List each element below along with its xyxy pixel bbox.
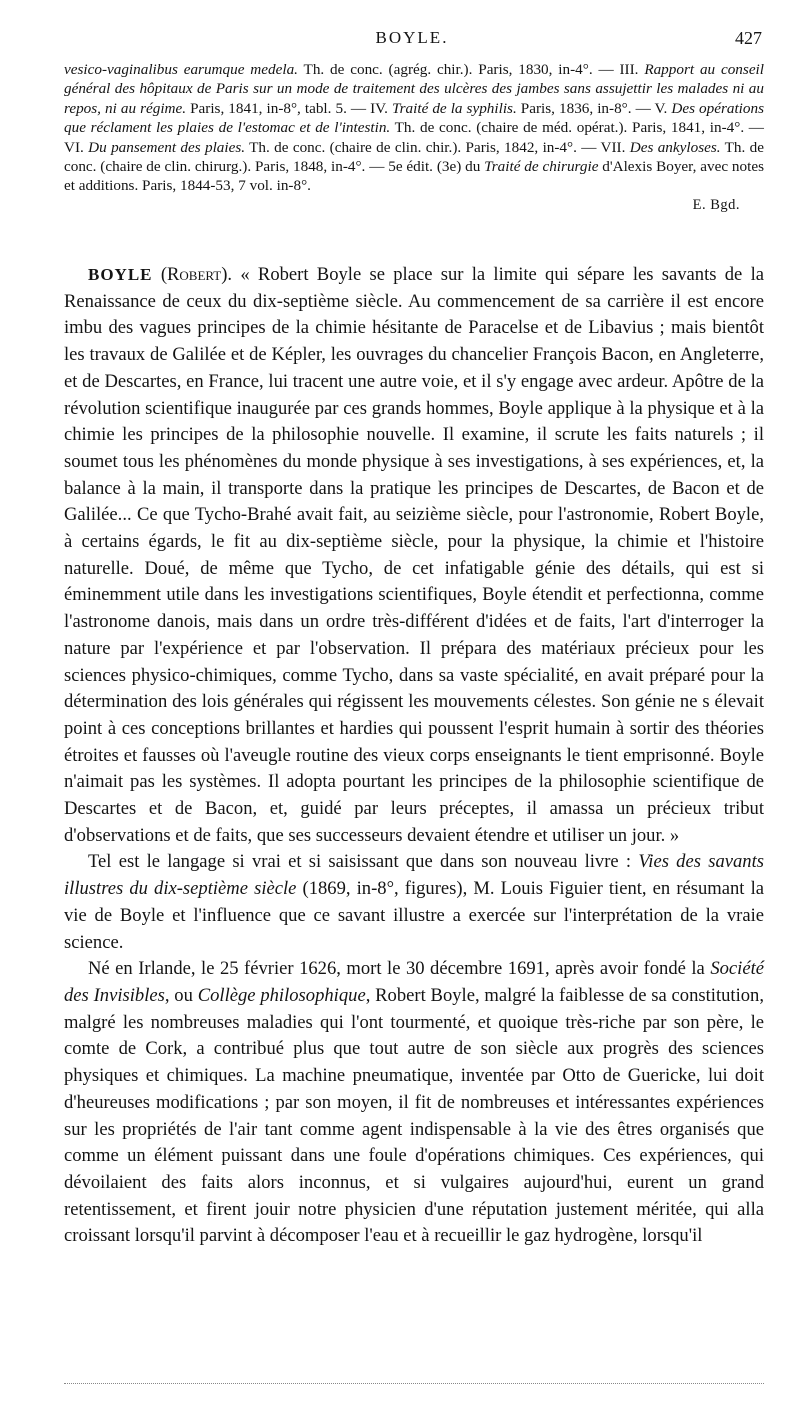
bibliography-segment: Des opérations que réclament les plaies de l'estomac et de l'intestin.: [64, 99, 764, 137]
bibliography-segment: d'Alexis Boyer, avec notes et additions. Paris, 1844-53, 7 vol. in-8°.: [64, 158, 764, 195]
bibliography-segment: Paris, 1836, in-8°. — V.: [516, 99, 672, 117]
article-paragraph-3: [64, 956, 764, 1250]
bibliography-segment: Th. de conc. (agrég. chir.). Paris, 1830, in-4°. — III.: [297, 61, 645, 78]
running-head: [62, 28, 762, 52]
bibliography-segment: Des ankyloses.: [629, 138, 721, 156]
author-signature: E. Bgd.: [692, 196, 740, 213]
bibliography-segment: Du pansement des plaies.: [88, 138, 246, 156]
bibliography-segment: Th. de conc. (chaire de méd. opérat.). Paris, 1841, in-4°. — VI.: [64, 119, 764, 156]
article-segment: Né en Irlande, le 25 février 1626, mort le 30 décembre 1691, après avoir fondé la: [88, 958, 711, 980]
page-number: 427: [735, 28, 762, 48]
bibliography-segment: vesico-vaginalibus earumque medela.: [64, 61, 298, 78]
article-segment: , Robert Boyle, malgré la faiblesse de sa constitution, malgré les nombreuses maladies qui l'ont tourmenté, et quoique très-riche par son père, le comte de Cork, a contribué plus que tout autre de son siècle aux progrès des sciences physiques et chimiques. La machine pneumatique, inventée par Otto de Guericke, lui doit d'heureuses modifications ; par son moyen, il fit de nombreuses et intéressantes expériences sur les propriétés de l'air tant comme agent indispensable à la vie des êtres organisés que comme un élément puissant dans une foule d'opérations chimiques. Ces expériences, qui dévoilaient des faits alors inconnus, et si vulgaires aujourd'hui, eurent un grand retentissement, et firent jouir notre physicien d'une réputation justement méritée, qui alla croissant lorsqu'il parvint à décomposer l'eau et à recueillir le gaz hydrogène, lorsqu'il: [64, 984, 764, 1247]
entry-headword: BOYLE: [88, 265, 153, 284]
bibliography-segment: Th. de conc. (chaire de clin. chirurg.). Paris, 1848, in-4°. — 5e édit. (3e) du: [64, 138, 764, 176]
running-title: BOYLE.: [375, 28, 449, 47]
bottom-dotted-rule: [64, 1383, 764, 1384]
paragraph-text: [64, 958, 764, 1246]
bibliography-paragraph: [64, 60, 764, 196]
article-segment: « Robert Boyle se place sur la limite qui sépare les savants de la Renaissance de ceux du dix-septième siècle. Au commencement de sa carrière il est encore imbu des vagues principes de la chimie hésitante de Paracelse et de Libavius ; mais bientôt les travaux de Galilée et de Képler, les ouvrages du chancelier François Bacon, en Angleterre, et de Descartes, en France, lui tracent une autre voie, et il s'y engage avec ardeur. Apôtre de la révolution scientifique inaugurée par ces grands hommes, Boyle applique à la physique et à la chimie les principes de la philosophie nouvelle. Il examine, il scrute les faits naturels ; il soumet tous les phénomènes du monde physique à ses investigations, à ses expériences, et, la balance à la main, il transporte dans la pratique les principes de Descartes, de Bacon et de Galilée... Ce que Tycho-Brahé avait fait, au seizième siècle, pour l'astronomie, Robert Boyle, à certains égards, le fit au dix-septième siècle, pour la physique, la chimie et l'histoire naturelle. Doué, de même que Tycho, de cet infatigable génie des détails, qui est si éminemment utile dans les investigations scientifiques, Boyle étendit et perfectionna, comme l'astronome danois, mais dans un ordre très-différent d'idées et de faits, l'art d'interroger la nature par l'expérience et par l'observation. Il prépara des matériaux précieux pour les sciences physico-chimiques, comme Tycho, dans sa vaste spécialité, en avait préparé pour la détermination des lois générales qui régissent les mouvements célestes. Son génie ne s élevait point à ces conceptions brillantes et hardies qui poussent l'esprit humain à sortir des théories étroites et fausses où l'aveugle routine des vieux corps enseignants le tient emprisonné. Boyle n'aimait pas les systèmes. Il adopta pourtant les principes de la philosophie scientifique de Descartes et de Bacon, et, guidé par leurs préceptes, il amassa un précieux tribut d'observations et de faits, que ses successeurs devaient étendre et utiliser un jour. »: [64, 264, 764, 846]
article-segment: , ou: [164, 984, 198, 1006]
bibliography-segment: Paris, 1841, in-8°, tabl. 5. — IV.: [186, 99, 393, 117]
bibliography-segment: Traité de chirurgie: [484, 158, 599, 176]
paragraph-text: [64, 264, 764, 846]
bibliography-block: [64, 60, 764, 215]
article-segment: (1869, in-8°, figures), M. Louis Figuier tient, en résumant la vie de Boyle et l'influence que ce savant illustre a exercée sur l'interprétation de la vraie science.: [64, 878, 764, 953]
article-body: [64, 262, 764, 1250]
paragraph-text: [64, 851, 764, 952]
article-segment: Tel est le langage si vrai et si saisissant que dans son nouveau livre :: [88, 851, 639, 873]
bibliography-segment: Rapport au conseil général des hôpitaux de Paris sur un mode de traitement des ulcères des jambes sans assujettir les malades ni au repos, ni au régime.: [64, 61, 764, 117]
article-segment: Collège philosophique: [197, 984, 366, 1006]
article-paragraph-2: [64, 849, 764, 956]
article-segment: Vies des savants illustres du dix-septième siècle: [64, 851, 764, 900]
article-segment: Société des Invisibles: [64, 958, 764, 1006]
article-paragraph-1: [64, 262, 764, 849]
bibliography-segment: Th. de conc. (chaire de clin. chir.). Paris, 1842, in-4°. — VII.: [245, 138, 630, 156]
entry-headword-name: (Robert).: [160, 264, 233, 285]
bibliography-segment: Traité de la syphilis.: [392, 99, 517, 117]
